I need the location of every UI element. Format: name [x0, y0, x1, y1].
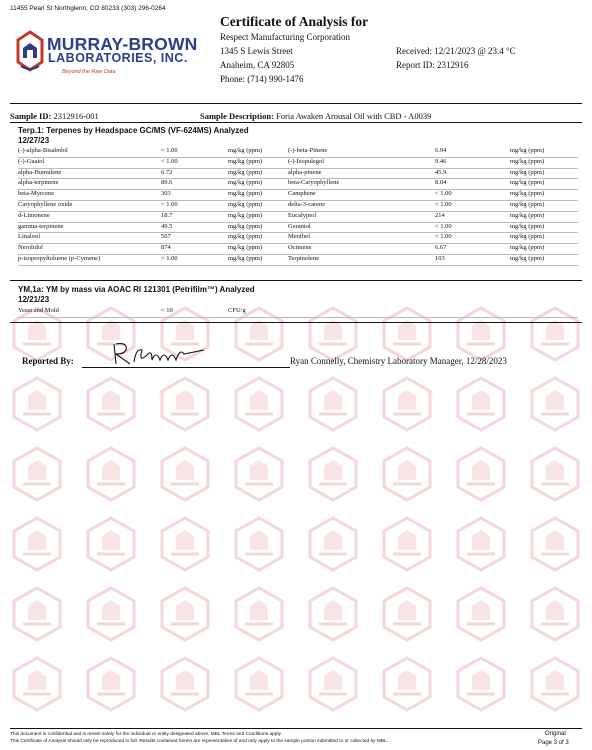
table-row [18, 147, 578, 158]
table-cell: gamma-terpinene [18, 222, 64, 230]
table-cell: 567 [161, 233, 171, 241]
footer-divider [10, 728, 582, 729]
signature-mark [108, 340, 228, 368]
table-cell: beta-Myrcene [18, 190, 55, 198]
table-cell: (-)-Isopulegol [288, 157, 325, 165]
footer-confidentiality: This document is confidential and is meant solely for the individual or entity designated above. MBL Terms and Conditions apply. [10, 732, 282, 737]
table-cell: mg/kg (ppm) [510, 147, 545, 154]
table-cell: 6.67 [435, 244, 447, 252]
reported-by-label: Reported By: [22, 356, 74, 366]
client-city: Anaheim, CA 92805 [220, 60, 295, 70]
yeast-mold-section-title: YM,1a: YM by mass via AOAC RI 121301 (Petrifilm™) Analyzed [18, 285, 255, 294]
report-id: Report ID: 2312916 [396, 60, 469, 70]
table-cell: mg/kg (ppm) [510, 190, 545, 198]
table-cell: mg/kg (ppm) [510, 211, 545, 219]
original-label: Original [545, 731, 566, 737]
lab-address: 11455 Pearl St Northglenn, CO 80233 (303) 296-0264 [10, 5, 166, 12]
table-cell: < 1.00 [435, 233, 452, 241]
table-row [18, 223, 578, 234]
table-cell: alpha-terpinene [18, 179, 59, 187]
table-row [18, 190, 578, 201]
yeast-mold-analyzed-date: 12/21/23 [18, 295, 50, 304]
table-cell: Ocimene [288, 244, 312, 252]
received-date: Received: 12/21/2023 @ 23.4 °C [396, 46, 516, 56]
table-cell: < 1.00 [161, 201, 178, 208]
sample-id-value: 2312916-001 [51, 111, 99, 121]
table-cell: mg/kg (ppm) [228, 255, 263, 262]
logo-tagline: Beyond the Raw Data [62, 69, 116, 75]
table-cell: delta-3-carene [288, 201, 326, 208]
table-cell: 89.6 [161, 179, 173, 187]
table-cell: mg/kg (ppm) [510, 244, 545, 252]
table-cell: mg/kg (ppm) [228, 190, 263, 198]
table-cell: p-isopropyltoluene (p-Cymene) [18, 255, 101, 262]
table-cell: 103 [435, 255, 445, 262]
table-cell: 9.46 [435, 157, 447, 165]
table-cell: < 10 [161, 307, 173, 314]
sample-id [10, 111, 99, 121]
table-cell: mg/kg (ppm) [228, 147, 263, 154]
sample-description-label: Sample Description: [200, 111, 274, 121]
table-cell: mg/kg (ppm) [510, 179, 545, 187]
table-row [18, 158, 578, 169]
table-cell: mg/kg (ppm) [510, 201, 545, 208]
table-row [18, 255, 578, 266]
table-cell: mg/kg (ppm) [510, 255, 545, 262]
results-end-divider [10, 322, 582, 323]
table-cell: CFU/g [228, 307, 246, 314]
table-cell: mg/kg (ppm) [510, 157, 545, 165]
table-cell: 303 [161, 190, 171, 198]
table-cell: < 1.00 [161, 147, 178, 154]
table-cell: 18.7 [161, 211, 173, 219]
table-cell: < 1.00 [435, 190, 452, 198]
sample-description [200, 111, 431, 121]
terpenes-section-title: Terp.1: Terpenes by Headspace GC/MS (VF-624MS) Analyzed [18, 126, 249, 135]
certificate-title: Certificate of Analysis for [220, 14, 369, 29]
footer-reproduction: This Certificate of Analysis should only be reproduced in full. Results contained herein are representative of and only apply to the sample portion submitted to or collected by MBL. [10, 739, 389, 744]
table-cell: d-Limonene [18, 211, 50, 219]
client-name: Respect Manufacturing Corporation [220, 32, 350, 42]
table-cell: Camphene [288, 190, 316, 198]
client-phone: Phone: (714) 990-1476 [220, 74, 304, 84]
section-divider [10, 280, 582, 281]
table-cell: 214 [435, 211, 445, 219]
header-divider [10, 103, 582, 104]
table-cell: mg/kg (ppm) [510, 222, 545, 230]
signer-name: Ryan Connelly, Chemistry Laboratory Manager, 12/28/2023 [290, 356, 507, 366]
table-row [18, 179, 578, 190]
terpenes-analyzed-date: 12/27/23 [18, 136, 50, 145]
table-cell: 49.5 [161, 222, 173, 230]
logo-name-line2: LABORATORIES, INC. [48, 51, 188, 65]
table-cell: mg/kg (ppm) [510, 168, 545, 176]
table-cell: 8.04 [435, 179, 447, 187]
table-cell: 6.94 [435, 147, 447, 154]
table-cell: Eucalyptol [288, 211, 317, 219]
table-cell: Yeast and Mold [18, 307, 59, 314]
table-cell: mg/kg (ppm) [228, 201, 263, 208]
table-cell: mg/kg (ppm) [228, 157, 263, 165]
table-row [18, 307, 578, 318]
table-cell: (-)-Guaiol [18, 157, 45, 165]
table-row [18, 169, 578, 180]
table-cell: < 1.00 [435, 201, 452, 208]
table-cell: mg/kg (ppm) [228, 244, 263, 252]
table-cell: Geraniol [288, 222, 311, 230]
client-street: 1345 S Lewis Street [220, 46, 293, 56]
table-cell: Linalool [18, 233, 41, 241]
table-row [18, 212, 578, 223]
table-cell: mg/kg (ppm) [228, 233, 263, 241]
table-cell: alpha-Humulene [18, 168, 62, 176]
table-cell: 6.72 [161, 168, 173, 176]
table-cell: mg/kg (ppm) [228, 211, 263, 219]
table-cell: Nerolidol [18, 244, 43, 252]
table-cell: (-)-beta-Pinene [288, 147, 328, 154]
table-row [18, 233, 578, 244]
sample-divider [10, 122, 582, 123]
table-cell: < 1.00 [161, 255, 178, 262]
sample-id-label: Sample ID: [10, 111, 52, 121]
table-cell: mg/kg (ppm) [228, 168, 263, 176]
table-cell: Menthol [288, 233, 311, 241]
table-row [18, 244, 578, 255]
table-cell: Terpinolene [288, 255, 319, 262]
table-row [18, 201, 578, 212]
table-cell: < 1.00 [161, 157, 178, 165]
table-cell: < 1.00 [435, 222, 452, 230]
sample-description-value: Foria Awaken Arousal Oil with CBD - A0039 [273, 111, 432, 121]
table-cell: beta-Caryophyllene [288, 179, 340, 187]
table-cell: mg/kg (ppm) [228, 222, 263, 230]
table-cell: alpha-pinene [288, 168, 322, 176]
table-cell: mg/kg (ppm) [510, 233, 545, 241]
table-cell: 45.9 [435, 168, 447, 176]
table-cell: Caryophyllene oxide [18, 201, 73, 208]
page-number: Page 3 of 3 [538, 740, 569, 746]
table-cell: (-)-alpha-Bisabolol [18, 147, 68, 154]
table-cell: 874 [161, 244, 171, 252]
signature-line [82, 367, 290, 368]
table-cell: mg/kg (ppm) [228, 179, 263, 187]
logo-name-line1: MURRAY-BROWN [47, 34, 198, 54]
